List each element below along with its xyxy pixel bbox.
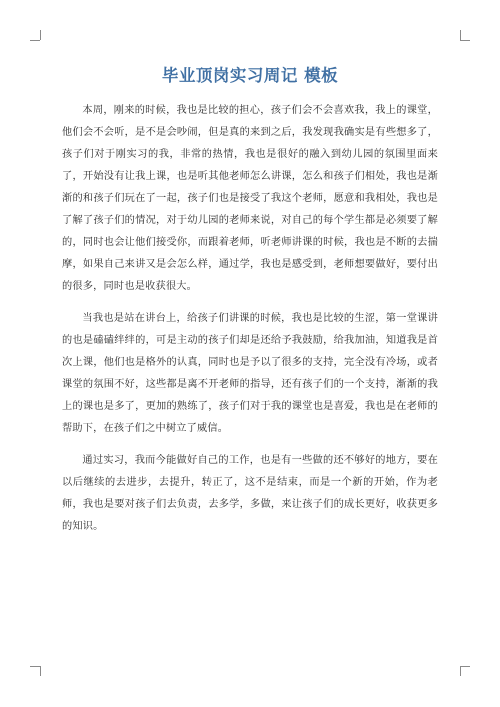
document-title: 毕业顶岗实习周记 模板 [161,66,339,85]
crop-mark-bottom-right-v [460,666,461,676]
paragraph: 本周，刚来的时候，我也是比较的担心，孩子们会不会喜欢我，我上的课堂，他们会不会听，是不是会吵闹，但是真的来到之后，我发现我确实是有些想多了，孩子们对于刚实习的我，非常的热情，我也是很好的融入到幼儿园的氛围里面来了，开始没有让我上课，也是听其他老师怎么讲课，怎么和孩子们相处，我也是渐渐的和孩子们玩在了一起，孩子们也是接受了我这个老师，愿意和我相处，我也是了解了孩子们的情况，对于幼儿园的老师来说，对自己的每个学生都是必须要了解的，同时也会让他们接受你，而跟着老师，听老师讲课的时候，我也是不断的去揣摩，如果自己来讲又是会怎么样，通过学，我也是感受到，老师想要做好，要付出的很多，同时也是收获很大。 [62,105,438,292]
crop-mark-top-left-h [30,40,40,41]
crop-mark-top-right-v [460,30,461,40]
crop-mark-bottom-left-h [30,666,40,667]
paragraph: 通过实习，我而今能做好自己的工作，也是有一些做的还不够好的地方，要在以后继续的去进步，去提升，转正了，这不是结束，而是一个新的开始，作为老师，我也是要对孩子们去负责，去多学，多做，来让孩子们的成长更好，收获更多的知识。 [62,455,438,532]
document-body [62,100,438,548]
crop-mark-bottom-right-h [460,666,470,667]
crop-mark-top-right-h [460,40,470,41]
paragraph: 当我也是站在讲台上，给孩子们讲课的时候，我也是比较的生涩，第一堂课讲的也是磕磕绊绊的，可是主动的孩子们却是还给予我鼓励，给我加油，知道我是首次上课，他们也是格外的认真，同时也是予以了很多的支持，完全没有冷场，或者课堂的氛围不好，这些都是离不开老师的指导，还有孩子们的一个支持，渐渐的我上的课也是多了，更加的熟练了，孩子们对于我的课堂也是喜爱，我也是在老师的帮助下，在孩子们之中树立了威信。 [62,313,438,434]
crop-mark-top-left-v [40,30,41,40]
crop-mark-bottom-left-v [40,666,41,676]
